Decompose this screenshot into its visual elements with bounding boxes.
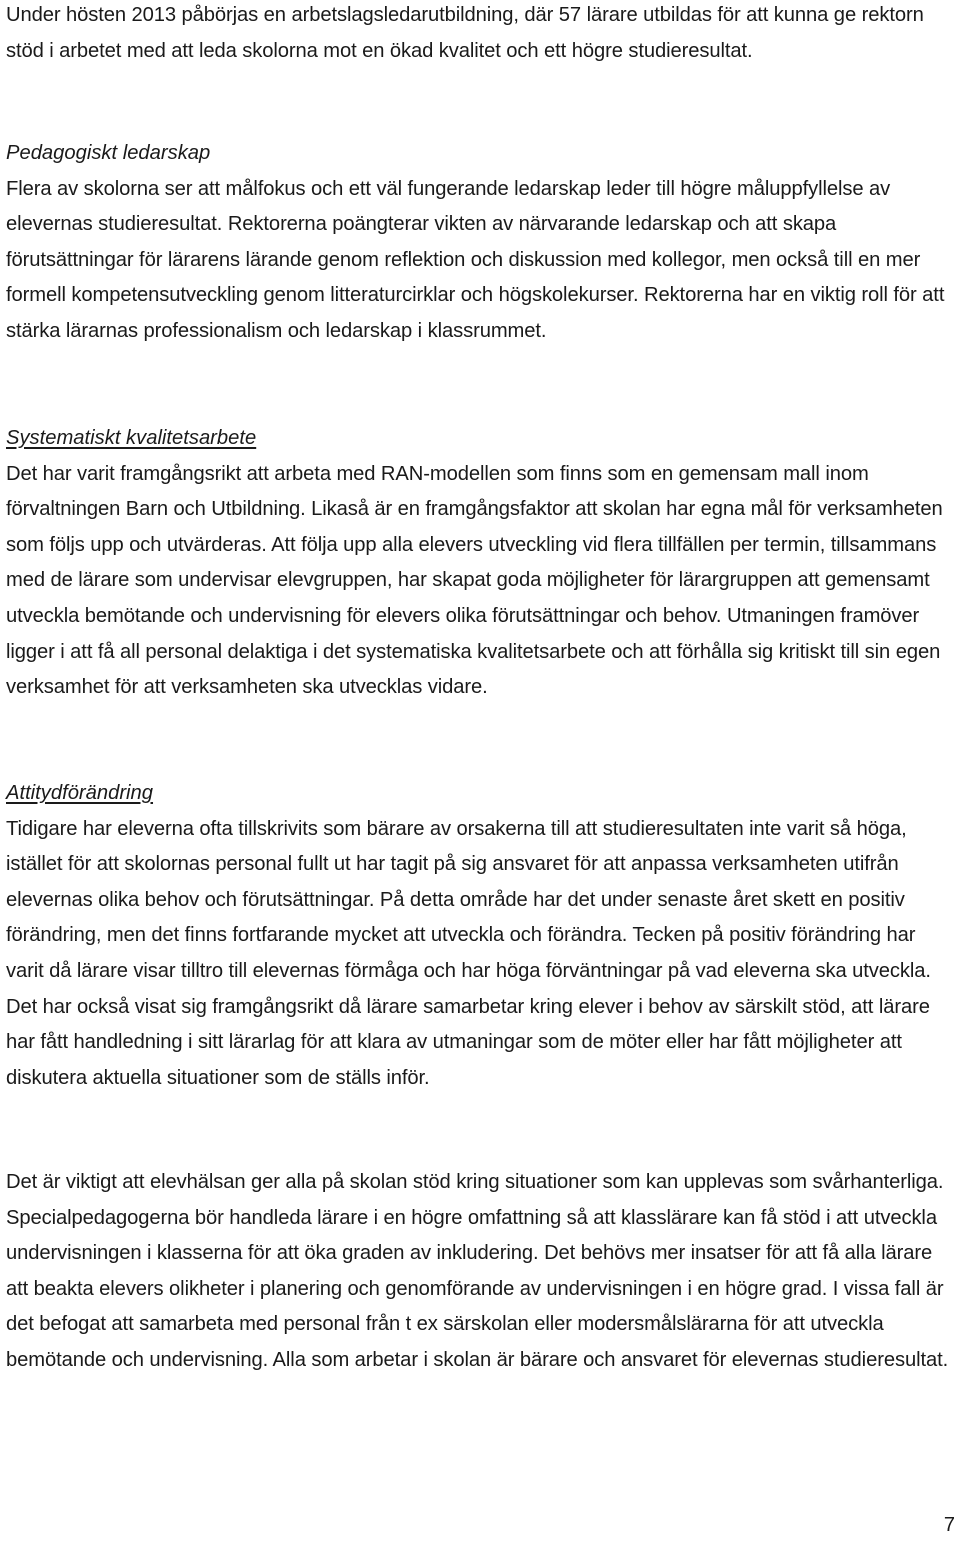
page-number: 7: [943, 1514, 955, 1536]
section-pedagogiskt-ledarskap: [6, 136, 958, 350]
section-body: Flera av skolorna ser att målfokus och ett väl fungerande ledarskap leder till högre måluppfyllelse av elevernas studieresultat. Rektorerna poängterar vikten av närvarande ledarskap och att skapa förutsättningar för lärarens lärande genom reflektion och diskussion med kollegor, men också till en mer formell kompetensutveckling genom litteraturcirklar och högskolekurser. Rektorerna har en viktig roll för att stärka lärarnas professionalism och ledarskap i klassrummet.: [6, 177, 945, 342]
section-heading: Systematiskt kvalitetsarbete: [6, 427, 257, 449]
section-body: Det har varit framgångsrikt att arbeta med RAN-modellen som finns som en gemensam mall inom förvaltningen Barn och Utbildning. Likaså är en framgångsfaktor att skolan har egna mål för verksamheten som följs upp och utvärderas. Att följa upp alla elevers utveckling vid flera tillfällen per termin, tillsammans med de lärare som undervisar elevgruppen, har skapat goda möjligheter för lärargruppen att gemensamt utveckla bemötande och undervisning för elevers olika förutsättningar och behov. Utmaningen framöver ligger i att få all personal delaktiga i det systematiska kvalitetsarbete och att förhålla sig kritiskt till sin egen verksamhet för att verksamheten ska utvecklas vidare.: [6, 462, 943, 699]
section-attitydforandring: [6, 776, 958, 1096]
section-systematiskt-kvalitetsarbete: [6, 421, 958, 706]
section-heading: Attitydförändring: [6, 782, 154, 804]
intro-paragraph: Under hösten 2013 påbörjas en arbetslagsledarutbildning, där 57 lärare utbildas för att kunna ge rektorn stöd i arbetet med att leda skolorna mot en ökad kvalitet och ett högre studieresultat.: [6, 4, 924, 62]
section-heading: Pedagogiskt ledarskap: [6, 142, 211, 164]
closing-paragraph-block: [6, 1165, 958, 1379]
closing-paragraph: Det är viktigt att elevhälsan ger alla på skolan stöd kring situationer som kan upplevas som svårhanterliga. Specialpedagogerna bör handleda lärare i en högre omfattning så att klasslärare kan få stöd i att utveckla undervisningen i klasserna för att öka graden av inkludering. Det behövs mer insatser för att få alla lärare att beakta elevers olikheter i planering och genomförande av undervisningen i en högre grad. I vissa fall är det befogat att samarbeta med personal från t ex särskolan eller modersmålslärarna för att utveckla bemötande och undervisning. Alla som arbetar i skolan är bärare och ansvaret för elevernas studieresultat.: [6, 1171, 949, 1371]
section-body: Tidigare har eleverna ofta tillskrivits som bärare av orsakerna till att studieresultaten inte varit så höga, istället för att skolornas personal fullt ut har tagit på sig ansvaret för att anpassa verksamheten utifrån elevernas olika behov och förutsättningar. På detta område har det under senaste året skett en positiv förändring, men det finns fortfarande mycket att utveckla och förändra. Tecken på positiv förändring har varit då lärare visar tilltro till elevernas förmåga och har höga förväntningar på vad eleverna ska utveckla. Det har också visat sig framgångsrikt då lärare samarbetar kring elever i behov av särskilt stöd, att lärare har fått handledning i sitt lärarlag för att klara av utmaningar som de möter eller har fått möjligheter att diskutera aktuella situationer som de ställs inför.: [6, 817, 931, 1089]
